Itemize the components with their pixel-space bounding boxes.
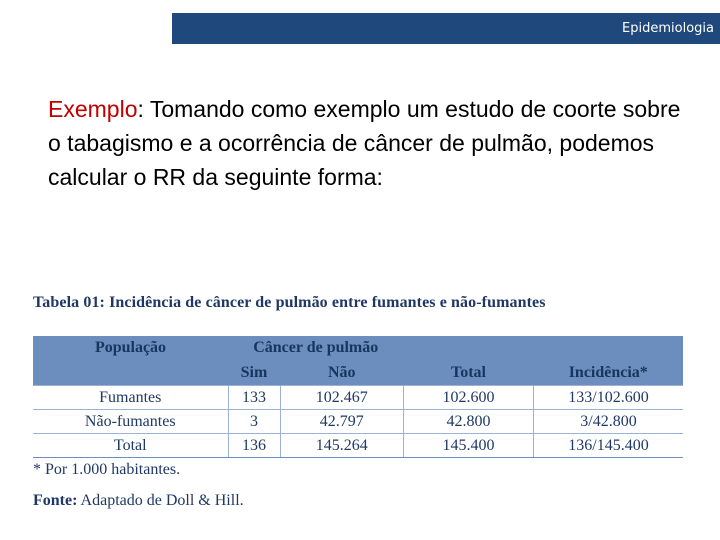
table-row	[33, 386, 683, 410]
cell-population: Não-fumantes	[33, 410, 228, 434]
table-row	[33, 410, 683, 434]
source-line	[33, 492, 244, 510]
intro-paragraph	[48, 92, 688, 194]
header-incidence: Incidência*	[568, 363, 648, 381]
cell-yes: 136	[228, 434, 280, 458]
table-caption: Tabela 01: Incidência de câncer de pulmão entre fumantes e não-fumantes	[33, 294, 546, 311]
cell-population: Fumantes	[33, 386, 228, 410]
cell-no: 102.467	[280, 386, 404, 410]
header-empty-3	[33, 360, 228, 386]
cell-incidence: 136/145.400	[534, 434, 684, 458]
cell-total: 42.800	[404, 410, 534, 434]
cell-total: 102.600	[404, 386, 534, 410]
source-label: Fonte:	[33, 492, 78, 509]
cell-yes: 133	[228, 386, 280, 410]
header-bar	[172, 13, 720, 44]
intro-text: : Tomando como exemplo um estudo de coorte sobre o tabagismo e a ocorrência de câncer de pulmão, podemos calcular o RR da seguinte forma:	[48, 96, 681, 190]
cell-yes: 3	[228, 410, 280, 434]
cell-incidence: 133/102.600	[534, 386, 684, 410]
cell-no: 145.264	[280, 434, 404, 458]
intro-keyword: Exemplo	[48, 96, 138, 122]
cell-incidence: 3/42.800	[534, 410, 684, 434]
incidence-table	[33, 336, 683, 458]
cell-population: Total	[33, 434, 228, 458]
header-empty-1	[404, 336, 534, 360]
table-row	[33, 434, 683, 458]
header-total: Total	[451, 363, 486, 381]
header-population: População	[94, 339, 167, 356]
header-empty-2	[534, 336, 684, 360]
cell-total: 145.400	[404, 434, 534, 458]
header-no: Não	[327, 363, 356, 381]
header-title: Epidemiologia	[622, 21, 714, 36]
table-footnote: * Por 1.000 habitantes.	[33, 461, 181, 478]
source-text: Adaptado de Doll & Hill.	[77, 492, 244, 509]
cell-no: 42.797	[280, 410, 404, 434]
header-cancer: Câncer de pulmão	[253, 339, 379, 356]
header-yes: Sim	[240, 363, 268, 381]
